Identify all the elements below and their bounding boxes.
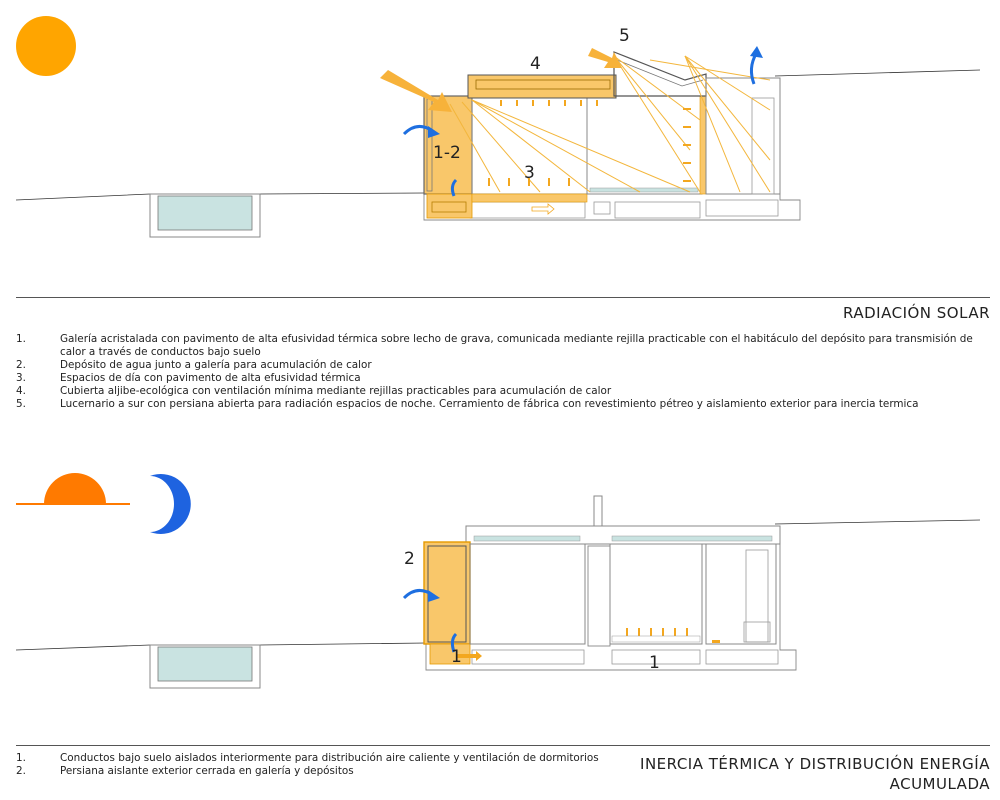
day-floor	[472, 194, 587, 202]
sunlight-arrow-gallery	[380, 70, 452, 112]
note-item: 2. Depósito de agua junto a galería para acumulación de calor	[16, 359, 372, 371]
moon-icon	[150, 474, 191, 534]
note-item: 4. Cubierta aljibe-ecológica con ventilación mínima mediante rejillas practicables para acumulación de calor	[16, 385, 612, 397]
bottom-divider	[16, 745, 990, 746]
note-item: 5. Lucernario a sur con persiana abierta para radiación espacios de noche. Cerramiento de fábrica con revestimiento pétreo y aislamiento exterior para inercia termica	[16, 398, 919, 410]
bottom-title: INERCIA TÉRMICA Y DISTRIBUCIÓN ENERGÍA ACUMULADA	[640, 755, 990, 793]
note-item: 2. Persiana aislante exterior cerrada en galería y depósitos	[16, 765, 354, 777]
water-deposit	[427, 194, 472, 218]
sun-icon	[16, 16, 76, 76]
solar-radiation-section	[0, 0, 1000, 300]
label-4: 4	[530, 54, 541, 74]
water-tank	[158, 647, 252, 681]
top-divider	[16, 297, 990, 298]
note-item: 1. Galería acristalada con pavimento de alta efusividad térmica sobre lecho de grava, comunicada mediante rejilla practicable con el habitáculo del depósito para transmisión de calor a través de conductos bajo suelo	[16, 333, 973, 358]
sunset-icon	[44, 473, 106, 504]
sunlight-arrow-skylight	[588, 48, 622, 68]
label-3: 3	[524, 163, 535, 183]
note-item: 1. Conductos bajo suelo aislados interiormente para distribución aire caliente y ventilación de dormitorios	[16, 752, 599, 764]
ecological-roof-cistern	[468, 75, 616, 98]
thermal-inertia-section	[0, 450, 1000, 750]
top-notes	[16, 333, 991, 411]
top-title: RADIACIÓN SOLAR	[843, 304, 990, 322]
label-5: 5	[619, 26, 630, 46]
note-item: 3. Espacios de día con pavimento de alta efusividad térmica	[16, 372, 361, 384]
bottom-notes	[16, 752, 616, 778]
label-2: 2	[404, 549, 415, 569]
label-1-ducts: 1	[649, 653, 660, 673]
label-1-2: 1-2	[433, 143, 461, 163]
label-1-gallery: 1	[451, 647, 462, 667]
water-tank	[158, 196, 252, 230]
terrain-right	[775, 70, 980, 76]
